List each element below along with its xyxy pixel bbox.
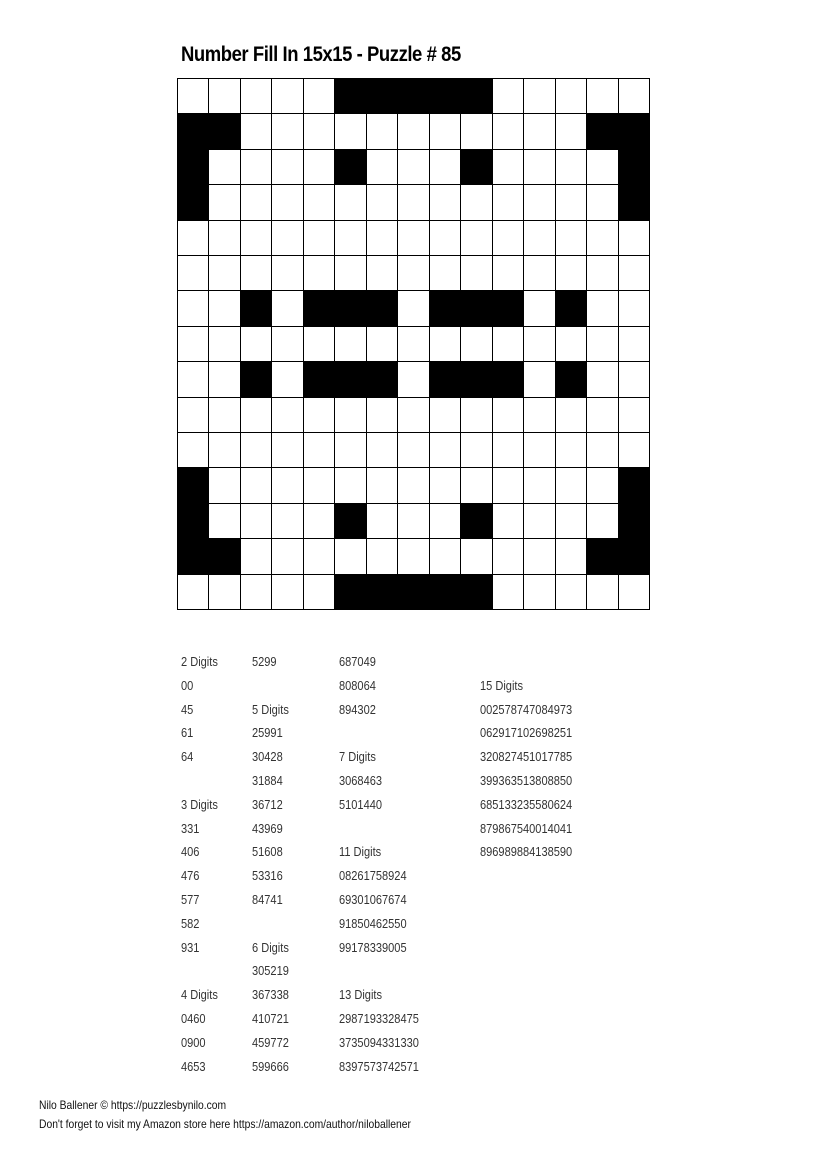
grid-cell[interactable]: [524, 256, 555, 291]
list-item: 894302: [339, 701, 376, 717]
number-list-column-4: [480, 650, 572, 864]
grid-cell[interactable]: [209, 362, 240, 397]
grid-cell[interactable]: [619, 256, 650, 291]
list-item: 062917102698251: [480, 725, 573, 741]
list-heading: 15 Digits: [480, 677, 523, 693]
grid-cell[interactable]: [524, 114, 555, 149]
list-item: 36712: [252, 796, 283, 812]
grid-cell[interactable]: [524, 150, 555, 185]
grid-cell[interactable]: [241, 539, 272, 574]
grid-cell[interactable]: [178, 362, 209, 397]
grid-cell[interactable]: [209, 291, 240, 326]
list-spacer: [252, 912, 289, 936]
grid-cell[interactable]: [272, 433, 303, 468]
grid-cell[interactable]: [493, 79, 524, 114]
grid-cell[interactable]: [587, 433, 618, 468]
grid-cell[interactable]: [587, 398, 618, 433]
grid-cell[interactable]: [241, 79, 272, 114]
list-item: 931: [181, 939, 200, 955]
list-spacer: [339, 959, 419, 983]
black-cell: [430, 79, 461, 114]
list-item: 31884: [252, 772, 283, 788]
grid-cell[interactable]: [241, 150, 272, 185]
grid-cell[interactable]: [272, 256, 303, 291]
grid-cell[interactable]: [272, 575, 303, 610]
list-spacer: [339, 817, 419, 841]
grid-cell[interactable]: [430, 327, 461, 362]
list-heading: 6 Digits: [252, 939, 289, 955]
black-cell: [493, 362, 524, 397]
grid-cell[interactable]: [524, 468, 555, 503]
list-item: 43969: [252, 820, 283, 836]
grid-cell[interactable]: [493, 327, 524, 362]
list-item: 687049: [339, 654, 376, 669]
amazon-store-line: Don't forget to visit my Amazon store here https://amazon.com/author/niloballener: [39, 1117, 411, 1131]
grid-cell[interactable]: [367, 150, 398, 185]
grid-cell[interactable]: [493, 114, 524, 149]
list-item: 84741: [252, 891, 283, 907]
grid-cell[interactable]: [367, 468, 398, 503]
grid-cell[interactable]: [209, 468, 240, 503]
grid-cell[interactable]: [430, 114, 461, 149]
grid-cell[interactable]: [398, 362, 429, 397]
grid-cell[interactable]: [241, 504, 272, 539]
list-heading: 7 Digits: [339, 749, 376, 765]
list-spacer: [181, 959, 218, 983]
grid-cell[interactable]: [367, 185, 398, 220]
list-heading: 4 Digits: [181, 987, 218, 1003]
black-cell: [461, 291, 492, 326]
grid-cell[interactable]: [524, 433, 555, 468]
black-cell: [587, 539, 618, 574]
grid-cell[interactable]: [461, 327, 492, 362]
list-spacer: [480, 650, 572, 674]
grid-cell[interactable]: [398, 539, 429, 574]
grid-cell[interactable]: [619, 362, 650, 397]
list-item: 00: [181, 677, 194, 693]
list-item: 582: [181, 915, 200, 931]
grid-cell[interactable]: [524, 398, 555, 433]
black-cell: [619, 504, 650, 539]
grid-cell[interactable]: [398, 433, 429, 468]
black-cell: [178, 468, 209, 503]
grid-cell[interactable]: [430, 398, 461, 433]
grid-cell[interactable]: [367, 433, 398, 468]
grid-cell[interactable]: [367, 256, 398, 291]
list-item: 808064: [339, 677, 376, 693]
grid-cell[interactable]: [430, 185, 461, 220]
list-item: 69301067674: [339, 891, 407, 907]
grid-cell[interactable]: [461, 433, 492, 468]
grid-cell[interactable]: [461, 398, 492, 433]
grid-cell[interactable]: [367, 539, 398, 574]
black-cell: [430, 575, 461, 610]
black-cell: [461, 150, 492, 185]
grid-cell[interactable]: [493, 398, 524, 433]
grid-cell[interactable]: [556, 327, 587, 362]
grid-cell[interactable]: [398, 327, 429, 362]
grid-cell[interactable]: [556, 575, 587, 610]
grid-cell[interactable]: [524, 221, 555, 256]
grid-cell[interactable]: [556, 256, 587, 291]
grid-cell[interactable]: [304, 79, 335, 114]
grid-cell[interactable]: [241, 221, 272, 256]
grid-cell[interactable]: [461, 185, 492, 220]
grid-cell[interactable]: [304, 398, 335, 433]
grid-cell[interactable]: [241, 433, 272, 468]
list-item: 367338: [252, 987, 289, 1003]
black-cell: [335, 291, 366, 326]
grid-cell[interactable]: [398, 291, 429, 326]
grid-cell[interactable]: [493, 504, 524, 539]
grid-cell[interactable]: [304, 468, 335, 503]
grid-cell[interactable]: [461, 221, 492, 256]
black-cell: [619, 185, 650, 220]
grid-cell[interactable]: [430, 504, 461, 539]
black-cell: [178, 114, 209, 149]
grid-cell[interactable]: [619, 575, 650, 610]
black-cell: [367, 362, 398, 397]
number-list-column-1: [181, 650, 218, 1078]
list-spacer: [252, 674, 289, 698]
grid-cell[interactable]: [178, 575, 209, 610]
grid-cell[interactable]: [461, 468, 492, 503]
black-cell: [587, 114, 618, 149]
grid-cell[interactable]: [556, 150, 587, 185]
list-item: 64: [181, 749, 194, 765]
grid-cell[interactable]: [241, 468, 272, 503]
black-cell: [619, 468, 650, 503]
grid-cell[interactable]: [335, 114, 366, 149]
grid-cell[interactable]: [272, 504, 303, 539]
black-cell: [335, 150, 366, 185]
black-cell: [461, 79, 492, 114]
list-item: 3068463: [339, 772, 383, 788]
grid-cell[interactable]: [430, 150, 461, 185]
black-cell: [430, 291, 461, 326]
grid-cell[interactable]: [304, 327, 335, 362]
black-cell: [493, 291, 524, 326]
grid-cell[interactable]: [209, 504, 240, 539]
grid-cell[interactable]: [272, 291, 303, 326]
grid-cell[interactable]: [461, 256, 492, 291]
grid-cell[interactable]: [335, 185, 366, 220]
grid-cell[interactable]: [587, 221, 618, 256]
grid-cell[interactable]: [335, 539, 366, 574]
grid-cell[interactable]: [556, 539, 587, 574]
grid-cell[interactable]: [587, 291, 618, 326]
grid-cell[interactable]: [587, 256, 618, 291]
grid-cell[interactable]: [209, 327, 240, 362]
list-item: 685133235580624: [480, 796, 573, 812]
grid-cell[interactable]: [178, 221, 209, 256]
grid-cell[interactable]: [304, 256, 335, 291]
footer: [39, 1096, 411, 1134]
grid-cell[interactable]: [272, 79, 303, 114]
grid-cell[interactable]: [178, 79, 209, 114]
grid-cell[interactable]: [493, 468, 524, 503]
grid-cell[interactable]: [430, 433, 461, 468]
list-item: 305219: [252, 963, 289, 979]
black-cell: [178, 504, 209, 539]
list-item: 25991: [252, 725, 283, 741]
black-cell: [556, 362, 587, 397]
grid-cell[interactable]: [556, 398, 587, 433]
grid-cell[interactable]: [178, 256, 209, 291]
grid-cell[interactable]: [367, 504, 398, 539]
grid-cell[interactable]: [209, 185, 240, 220]
grid-cell[interactable]: [304, 539, 335, 574]
black-cell: [461, 362, 492, 397]
grid-cell[interactable]: [398, 398, 429, 433]
list-spacer: [339, 721, 419, 745]
list-heading: 5 Digits: [252, 701, 289, 717]
grid-cell[interactable]: [587, 362, 618, 397]
list-item: 45: [181, 701, 194, 717]
grid-cell[interactable]: [335, 398, 366, 433]
grid-cell[interactable]: [178, 433, 209, 468]
grid-cell[interactable]: [335, 468, 366, 503]
page-title: Number Fill In 15x15 - Puzzle # 85: [181, 43, 461, 66]
grid-cell[interactable]: [556, 504, 587, 539]
list-item: 0460: [181, 1010, 206, 1026]
grid-cell[interactable]: [493, 256, 524, 291]
grid-cell[interactable]: [241, 398, 272, 433]
grid-cell[interactable]: [241, 575, 272, 610]
grid-cell[interactable]: [272, 398, 303, 433]
number-list-column-2: [252, 650, 289, 1078]
list-item: 30428: [252, 749, 283, 765]
grid-cell[interactable]: [587, 79, 618, 114]
grid-cell[interactable]: [524, 575, 555, 610]
grid-cell[interactable]: [524, 504, 555, 539]
list-item: 0900: [181, 1034, 206, 1050]
grid-cell[interactable]: [209, 256, 240, 291]
list-item: 2987193328475: [339, 1010, 419, 1026]
grid-cell[interactable]: [587, 150, 618, 185]
grid-cell[interactable]: [335, 256, 366, 291]
grid-cell[interactable]: [178, 398, 209, 433]
grid-cell[interactable]: [241, 185, 272, 220]
black-cell: [430, 362, 461, 397]
list-item: 5299: [252, 654, 277, 669]
grid-cell[interactable]: [619, 79, 650, 114]
black-cell: [178, 150, 209, 185]
grid-cell[interactable]: [209, 433, 240, 468]
grid-cell[interactable]: [619, 291, 650, 326]
grid-cell[interactable]: [587, 185, 618, 220]
grid-cell[interactable]: [398, 150, 429, 185]
grid-cell[interactable]: [335, 433, 366, 468]
grid-cell[interactable]: [241, 327, 272, 362]
list-item: 51608: [252, 844, 283, 860]
black-cell: [209, 539, 240, 574]
grid-cell[interactable]: [367, 398, 398, 433]
black-cell: [178, 539, 209, 574]
grid-cell[interactable]: [272, 150, 303, 185]
list-item: 896989884138590: [480, 844, 573, 860]
list-heading: 13 Digits: [339, 987, 382, 1003]
grid-cell[interactable]: [493, 433, 524, 468]
grid-cell[interactable]: [398, 504, 429, 539]
grid-cell[interactable]: [304, 575, 335, 610]
grid-cell[interactable]: [619, 433, 650, 468]
grid-cell[interactable]: [272, 362, 303, 397]
black-cell: [461, 575, 492, 610]
black-cell: [619, 114, 650, 149]
grid-cell[interactable]: [587, 504, 618, 539]
grid-cell[interactable]: [241, 114, 272, 149]
list-item: 476: [181, 868, 200, 884]
black-cell: [178, 185, 209, 220]
list-heading: 11 Digits: [339, 844, 382, 860]
black-cell: [398, 79, 429, 114]
grid-cell[interactable]: [241, 256, 272, 291]
grid-cell[interactable]: [524, 362, 555, 397]
grid-cell[interactable]: [556, 433, 587, 468]
grid-cell[interactable]: [493, 221, 524, 256]
grid-cell[interactable]: [524, 185, 555, 220]
grid-cell[interactable]: [398, 114, 429, 149]
grid-cell[interactable]: [304, 185, 335, 220]
grid-cell[interactable]: [367, 327, 398, 362]
list-item: 577: [181, 891, 200, 907]
black-cell: [398, 575, 429, 610]
grid-cell[interactable]: [461, 539, 492, 574]
grid-cell[interactable]: [556, 79, 587, 114]
grid-cell[interactable]: [556, 114, 587, 149]
grid-cell[interactable]: [430, 221, 461, 256]
grid-cell[interactable]: [619, 398, 650, 433]
list-item: 399363513808850: [480, 772, 573, 788]
list-heading: 2 Digits: [181, 654, 218, 669]
list-item: 599666: [252, 1058, 289, 1074]
grid-cell[interactable]: [493, 185, 524, 220]
grid-cell[interactable]: [398, 221, 429, 256]
grid-cell[interactable]: [304, 150, 335, 185]
black-cell: [619, 150, 650, 185]
grid-cell[interactable]: [209, 150, 240, 185]
grid-cell[interactable]: [304, 114, 335, 149]
copyright-line: Nilo Ballener © https://puzzlesbynilo.com: [39, 1098, 227, 1112]
grid-cell[interactable]: [619, 221, 650, 256]
grid-cell[interactable]: [398, 185, 429, 220]
grid-cell[interactable]: [493, 539, 524, 574]
grid-cell[interactable]: [335, 221, 366, 256]
grid-cell[interactable]: [587, 327, 618, 362]
list-item: 3735094331330: [339, 1034, 419, 1050]
black-cell: [619, 539, 650, 574]
black-cell: [556, 291, 587, 326]
grid-cell[interactable]: [272, 114, 303, 149]
list-item: 4653: [181, 1058, 206, 1074]
black-cell: [335, 79, 366, 114]
grid-cell[interactable]: [367, 221, 398, 256]
grid-cell[interactable]: [272, 327, 303, 362]
grid-cell[interactable]: [556, 221, 587, 256]
black-cell: [209, 114, 240, 149]
list-item: 8397573742571: [339, 1058, 419, 1074]
puzzle-grid: [177, 78, 650, 610]
list-item: 410721: [252, 1010, 289, 1026]
grid-cell[interactable]: [304, 433, 335, 468]
list-heading: 3 Digits: [181, 796, 218, 812]
black-cell: [335, 362, 366, 397]
grid-cell[interactable]: [493, 150, 524, 185]
grid-cell[interactable]: [335, 327, 366, 362]
black-cell: [241, 291, 272, 326]
black-cell: [367, 575, 398, 610]
black-cell: [367, 291, 398, 326]
list-item: 002578747084973: [480, 701, 573, 717]
list-item: 61: [181, 725, 194, 741]
grid-cell[interactable]: [524, 79, 555, 114]
list-item: 459772: [252, 1034, 289, 1050]
grid-cell[interactable]: [209, 221, 240, 256]
grid-cell[interactable]: [556, 468, 587, 503]
grid-cell[interactable]: [430, 539, 461, 574]
black-cell: [304, 291, 335, 326]
grid-cell[interactable]: [209, 398, 240, 433]
list-item: 08261758924: [339, 868, 407, 884]
black-cell: [367, 79, 398, 114]
grid-cell[interactable]: [367, 114, 398, 149]
grid-cell[interactable]: [524, 539, 555, 574]
grid-cell[interactable]: [304, 504, 335, 539]
grid-cell[interactable]: [587, 468, 618, 503]
grid-cell[interactable]: [461, 114, 492, 149]
grid-cell[interactable]: [556, 185, 587, 220]
grid-cell[interactable]: [178, 291, 209, 326]
grid-cell[interactable]: [524, 291, 555, 326]
black-cell: [241, 362, 272, 397]
black-cell: [335, 504, 366, 539]
grid-cell[interactable]: [430, 468, 461, 503]
list-item: 99178339005: [339, 939, 407, 955]
grid-cell[interactable]: [524, 327, 555, 362]
black-cell: [335, 575, 366, 610]
list-item: 5101440: [339, 796, 383, 812]
grid-cell[interactable]: [493, 575, 524, 610]
list-item: 53316: [252, 868, 283, 884]
list-item: 406: [181, 844, 200, 860]
grid-cell[interactable]: [272, 221, 303, 256]
list-spacer: [181, 769, 218, 793]
list-item: 331: [181, 820, 200, 836]
grid-cell[interactable]: [272, 539, 303, 574]
grid-cell[interactable]: [398, 468, 429, 503]
grid-cell[interactable]: [178, 327, 209, 362]
list-item: 879867540014041: [480, 820, 573, 836]
black-cell: [304, 362, 335, 397]
grid-cell[interactable]: [619, 327, 650, 362]
grid-cell[interactable]: [587, 575, 618, 610]
grid-cell[interactable]: [304, 221, 335, 256]
grid-cell[interactable]: [272, 468, 303, 503]
list-item: 91850462550: [339, 915, 407, 931]
grid-cell[interactable]: [272, 185, 303, 220]
list-item: 320827451017785: [480, 749, 573, 765]
black-cell: [461, 504, 492, 539]
grid-cell[interactable]: [398, 256, 429, 291]
grid-cell[interactable]: [209, 575, 240, 610]
number-list-column-3: [339, 650, 419, 1078]
grid-cell[interactable]: [430, 256, 461, 291]
grid-cell[interactable]: [209, 79, 240, 114]
